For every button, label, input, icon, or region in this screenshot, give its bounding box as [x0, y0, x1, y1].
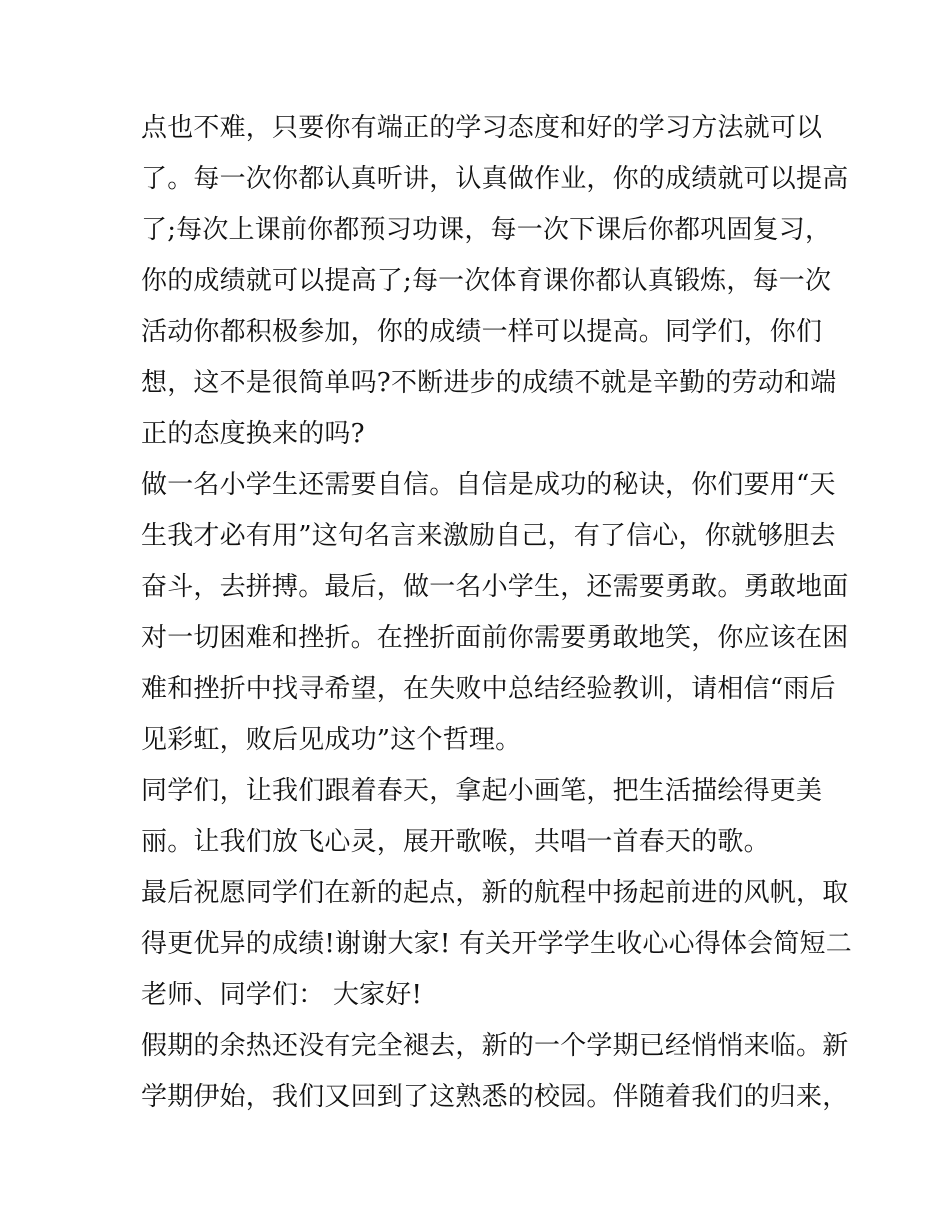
text-line: 对一切困难和挫折。在挫折面前你需要勇敢地笑，你应该在困 [141, 623, 849, 653]
text-line: 学期伊始，我们又回到了这熟悉的校园。伴随着我们的归来， [141, 1082, 849, 1112]
text-line: 想，这不是很简单吗?不断进步的成绩不就是辛勤的劳动和端 [141, 368, 837, 398]
text-line: 奋斗，去拼搏。最后，做一名小学生，还需要勇敢。勇敢地面 [141, 572, 849, 602]
text-line: 老师、同学们： 大家好! [141, 980, 423, 1010]
text-line: 生我才必有用”这句名言来激励自己，有了信心，你就够胆去 [141, 521, 836, 551]
text-line: 丽。让我们放飞心灵，展开歌喉，共唱一首春天的歌。 [141, 827, 770, 857]
text-line: 正的态度换来的吗? [141, 419, 365, 449]
document-body [141, 103, 852, 1123]
text-line: 点也不难，只要你有端正的学习态度和好的学习方法就可以 [141, 113, 823, 143]
text-line: 了。每一次你都认真听讲，认真做作业，你的成绩就可以提高 [141, 164, 849, 194]
text-line: 做一名小学生还需要自信。自信是成功的秘诀，你们要用“天 [141, 470, 836, 500]
text-line: 活动你都积极参加，你的成绩一样可以提高。同学们，你们 [141, 317, 823, 347]
text-line: 你的成绩就可以提高了;每一次体育课你都认真锻炼，每一次 [141, 266, 832, 296]
text-line: 难和挫折中找寻希望，在失败中总结经验教训，请相信“雨后 [141, 674, 836, 704]
text-line: 同学们，让我们跟着春天，拿起小画笔，把生活描绘得更美 [141, 776, 823, 806]
text-line: 假期的余热还没有完全褪去，新的一个学期已经悄悄来临。新 [141, 1031, 849, 1061]
text-line: 见彩虹，败后见成功”这个哲理。 [141, 725, 522, 755]
text-line: 得更优异的成绩!谢谢大家! 有关开学学生收心心得体会简短二 [141, 929, 852, 959]
text-line: 了;每次上课前你都预习功课，每一次下课后你都巩固复习， [141, 215, 832, 245]
text-line: 最后祝愿同学们在新的起点，新的航程中扬起前进的风帆，取 [141, 878, 849, 908]
